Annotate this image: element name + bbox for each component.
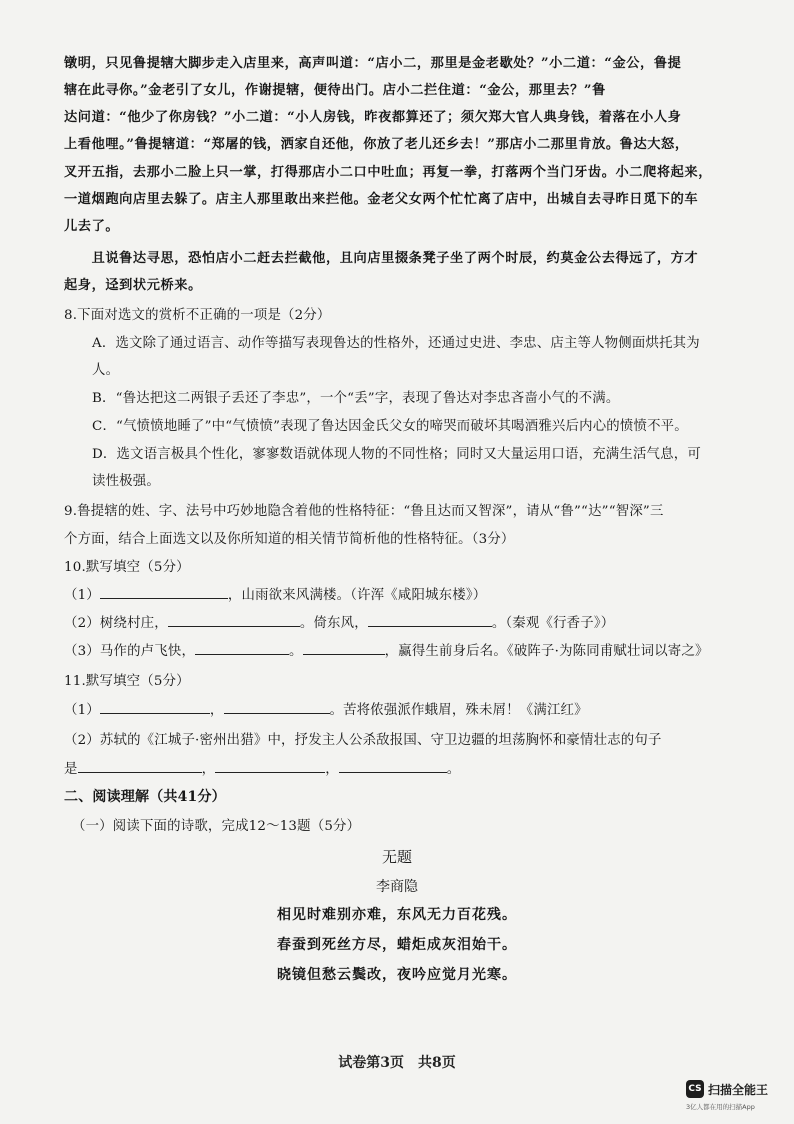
question-8-option-c: C．“气愤愤地睡了”中“气愤愤”表现了鲁达因金氏父女的啼哭而破坏其喝酒雅兴后内心的愤愤不平。 bbox=[92, 419, 688, 434]
passage-line-3: 达问道：“他少了你房钱？”小二道：“小人房钱，昨夜都算还了；须欠郑大官人典身钱，着落在小人身 bbox=[64, 110, 682, 125]
question-11-item-2-blanks bbox=[64, 758, 460, 777]
section-heading: 二、阅读理解（共41分） bbox=[64, 789, 226, 805]
item-number: （1） bbox=[64, 703, 100, 718]
question-9-line-2: 个方面，结合上面选文以及你所知道的相关情节简析他的性格特征。（3分） bbox=[64, 532, 515, 547]
item-text: ，山雨欲来风满楼。（许浑《咸阳城东楼》） bbox=[227, 588, 487, 603]
answer-blank[interactable] bbox=[195, 642, 289, 655]
answer-blank[interactable] bbox=[224, 701, 330, 714]
item-text: ， bbox=[209, 703, 224, 718]
passage-line-8: 且说鲁达寻思，恐怕店小二赶去拦截他，且向店里掇条凳子坐了两个时辰，约莫金公去得远了，方才 bbox=[64, 251, 699, 266]
item-text: ， bbox=[201, 762, 216, 777]
item-text: ，赢得生前身后名。《破阵子·为陈同甫赋壮词以寄之》 bbox=[384, 644, 709, 659]
question-10-stem: 10.默写填空（5分） bbox=[64, 560, 190, 575]
item-text: 。苦将侬强派作蛾眉，殊未屑！《满江红》 bbox=[329, 703, 588, 718]
item-text: （2）树绕村庄， bbox=[64, 616, 168, 631]
answer-blank[interactable] bbox=[303, 642, 385, 655]
poem-title: 无题 bbox=[381, 848, 412, 866]
answer-blank[interactable] bbox=[339, 760, 447, 773]
question-8-option-d: D．选文语言极具个性化，寥寥数语就体现人物的不同性格；同时又大量运用口语，充满生活气息，可 bbox=[92, 447, 701, 462]
passage-line-2: 辖在此寻你。”金老引了女儿，作谢提辖，便待出门。店小二拦住道：“金公，那里去？”鲁 bbox=[64, 83, 606, 98]
question-8-stem: 8.下面对选文的赏析不正确的一项是（2分） bbox=[64, 308, 331, 323]
answer-blank[interactable] bbox=[100, 586, 228, 599]
passage-line-4: 上看他哩。”鲁提辖道：“郑屠的钱，洒家自还他，你放了老儿还乡去！”那店小二那里肯放。鲁达大怒， bbox=[64, 137, 689, 152]
item-text: 。（秦观《行香子》） bbox=[491, 616, 615, 631]
question-8-option-a-cont: 人。 bbox=[92, 363, 120, 378]
poem-author: 李商隐 bbox=[376, 879, 418, 895]
passage-line-5: 叉开五指，去那小二脸上只一掌，打得那店小二口中吐血；再复一拳，打落两个当门牙齿。小二爬将起来， bbox=[64, 165, 713, 180]
question-11-stem: 11.默写填空（5分） bbox=[64, 674, 190, 689]
camscanner-logo-icon: CS bbox=[686, 1080, 704, 1098]
item-text: ， bbox=[325, 762, 339, 777]
item-number: （1） bbox=[64, 588, 100, 603]
question-11-item-2: （2）苏轼的《江城子·密州出猎》中，抒发主人公杀敌报国、守卫边疆的坦荡胸怀和豪情壮志的句子 bbox=[64, 733, 662, 748]
poem-line-2: 春蚕到死丝方尽，蜡炬成灰泪始干。 bbox=[277, 937, 517, 953]
item-text: 。倚东风， bbox=[299, 616, 368, 631]
passage-line-6: 一道烟跑向店里去躲了。店主人那里敢出来拦他。金老父女两个忙忙离了店中，出城自去寻昨日觅下的车 bbox=[64, 192, 699, 207]
question-11-item-1 bbox=[64, 699, 588, 718]
question-10-item-2 bbox=[64, 612, 614, 631]
item-text: 。 bbox=[289, 644, 303, 659]
question-10-item-3 bbox=[64, 640, 709, 659]
answer-blank[interactable] bbox=[215, 760, 325, 773]
question-8-option-d-cont: 读性极强。 bbox=[92, 474, 160, 489]
answer-blank[interactable] bbox=[368, 614, 492, 627]
passage-line-7: 儿去了。 bbox=[64, 219, 120, 234]
passage-line-9: 起身，迳到状元桥来。 bbox=[64, 278, 202, 293]
scanner-watermark bbox=[686, 1078, 790, 1118]
question-10-item-1 bbox=[64, 584, 486, 603]
page-footer: 试卷第3页 共8页 bbox=[338, 1055, 456, 1071]
question-8-option-a: A．选文除了通过语言、动作等描写表现鲁达的性格外，还通过史进、李忠、店主等人物侧面烘托其为 bbox=[92, 336, 700, 351]
item-text: 。 bbox=[446, 762, 461, 777]
item-text: 是 bbox=[64, 762, 78, 777]
poem-line-1: 相见时难别亦难，东风无力百花残。 bbox=[277, 907, 517, 923]
question-8-option-b: B．“鲁达把这二两银子丢还了李忠”，一个“丢”字，表现了鲁达对李忠吝啬小气的不满。 bbox=[92, 391, 620, 406]
scanner-tagline: 3亿人都在用的扫描App bbox=[686, 1103, 755, 1111]
scanner-app-name: 扫描全能王 bbox=[708, 1083, 769, 1097]
answer-blank[interactable] bbox=[168, 614, 300, 627]
question-9-line-1: 9.鲁提辖的姓、字、法号中巧妙地隐含着他的性格特征：“鲁且达而又智深”，请从“鲁”“达”“智深”三 bbox=[64, 504, 664, 519]
answer-blank[interactable] bbox=[78, 760, 202, 773]
answer-blank[interactable] bbox=[100, 701, 210, 714]
item-text: （3）马作的卢飞快， bbox=[64, 644, 196, 659]
subsection-instruction: （一）阅读下面的诗歌，完成12～13题（5分） bbox=[72, 819, 361, 834]
passage-line-1: 镦明，只见鲁提辖大脚步走入店里来，高声叫道：“店小二，那里是金老歇处？”小二道：“金公，鲁提 bbox=[64, 56, 682, 71]
poem-line-3: 晓镜但愁云鬓改，夜吟应觉月光寒。 bbox=[277, 967, 517, 983]
